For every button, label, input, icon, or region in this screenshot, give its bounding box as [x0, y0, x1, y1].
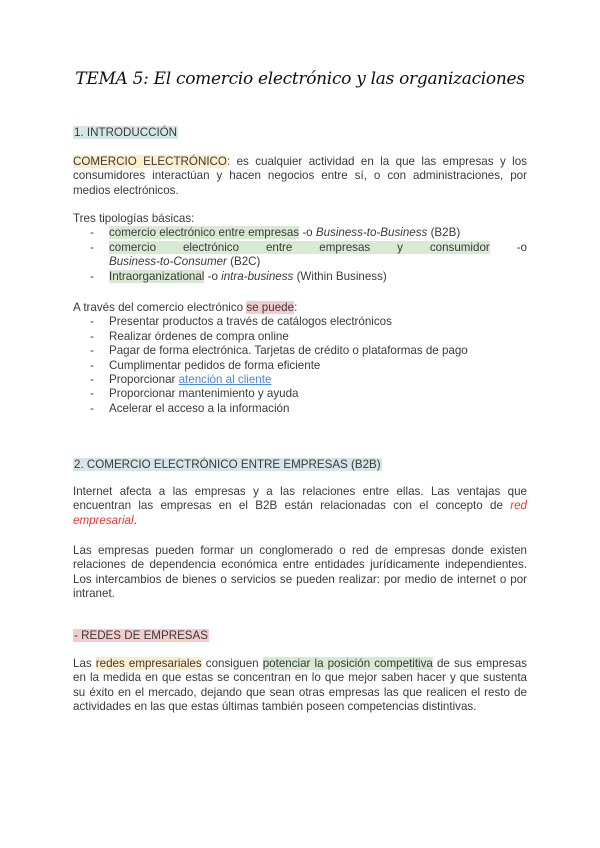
heading-text: - REDES DE EMPRESAS	[74, 629, 209, 642]
heading-text: 2. COMERCIO ELECTRÓNICO ENTRE EMPRESAS (B2B)	[74, 458, 381, 471]
definition-term: COMERCIO ELECTRÓNICO	[73, 155, 227, 168]
document-title: TEMA 5: El comercio electrónico y las organizaciones	[75, 69, 525, 89]
b2b-paragraph-2: Las empresas pueden formar un conglomerado o red de empresas donde existen relaciones de dependencia económica entre entidades jurídicamente independientes. Los intercambios de bienes o servicios se pueden realizar: por medio de internet o por intranet.	[73, 544, 527, 601]
text: Internet afecta a las empresas y a las relaciones entre ellas. Las ventajas que encuentran las empresas en el B2B están relacionadas con el concepto de	[73, 485, 527, 513]
italic-text: Business-to-Consumer	[109, 255, 227, 269]
definition-text: : es cualquier actividad en la que las empresas y los consumidores interactúan y hacen negocios entre sí, o con administraciones, por medios electrónicos.	[73, 155, 528, 197]
list-item: - Acelerar el acceso a la información	[73, 402, 527, 416]
list-item: - Proporcionar mantenimiento y ayuda	[73, 387, 527, 401]
list-item	[73, 241, 527, 270]
highlight: comercio electrónico entre empresas y consumidor	[109, 240, 490, 254]
text: :	[294, 301, 298, 314]
text: de sus empresas en la medida en que estas se concentran en lo que mejor saben hacer y que sustenta su éxito en el mercado, dejando que sean otras empresas las que realicen el resto de actividades en las que estas últimas también poseen competencias distintivas.	[73, 657, 527, 714]
text: (Within Business)	[293, 269, 387, 283]
highlight: se puede	[246, 301, 295, 314]
list-item: - Cumplimentar pedidos de forma eficiente	[73, 359, 527, 373]
list-item: - Realizar órdenes de compra online	[73, 330, 527, 344]
list-item	[73, 270, 527, 284]
highlight: comercio electrónico entre empresas	[109, 226, 300, 240]
list-item	[73, 226, 527, 240]
b2b-paragraph-1	[73, 485, 527, 528]
text: -o	[204, 269, 222, 283]
text: A través del comercio electrónico	[73, 301, 247, 314]
section-heading-b2b	[73, 458, 527, 472]
highlight: Intraorganizational	[109, 269, 205, 283]
heading-text: 1. INTRODUCCIÓN	[74, 126, 178, 139]
typologies-block	[73, 212, 527, 284]
section-heading-redes	[73, 629, 527, 643]
typologies-intro: Tres tipologías básicas:	[73, 212, 195, 225]
typologies-list	[73, 226, 527, 284]
highlight: potenciar la posición competitiva	[262, 657, 433, 670]
text: -o	[489, 240, 527, 254]
atencion-cliente-link[interactable]: atención al cliente	[178, 373, 272, 387]
text: .	[133, 513, 137, 527]
highlight: redes empresariales	[95, 657, 202, 670]
italic-text: intra-business	[221, 269, 294, 283]
definition-paragraph	[73, 155, 527, 198]
text: Las	[73, 657, 96, 670]
text: (B2C)	[226, 255, 261, 269]
text: Proporcionar	[109, 373, 179, 387]
text: consiguen	[201, 657, 263, 670]
list-item	[73, 373, 527, 387]
text: (B2B)	[427, 226, 461, 240]
list-item: - Presentar productos a través de catálogos electrónicos	[73, 315, 527, 329]
benefits-list	[73, 315, 527, 416]
list-item: - Pagar de forma electrónica. Tarjetas de crédito o plataformas de pago	[73, 344, 527, 358]
benefits-block	[73, 301, 527, 416]
redes-paragraph	[73, 657, 527, 715]
benefits-intro	[73, 301, 527, 315]
text: -o	[299, 226, 316, 240]
red-italic-text: red empresarial	[73, 499, 527, 527]
italic-text: Business-to-Business	[315, 226, 428, 240]
section-heading-introduccion	[73, 126, 527, 140]
